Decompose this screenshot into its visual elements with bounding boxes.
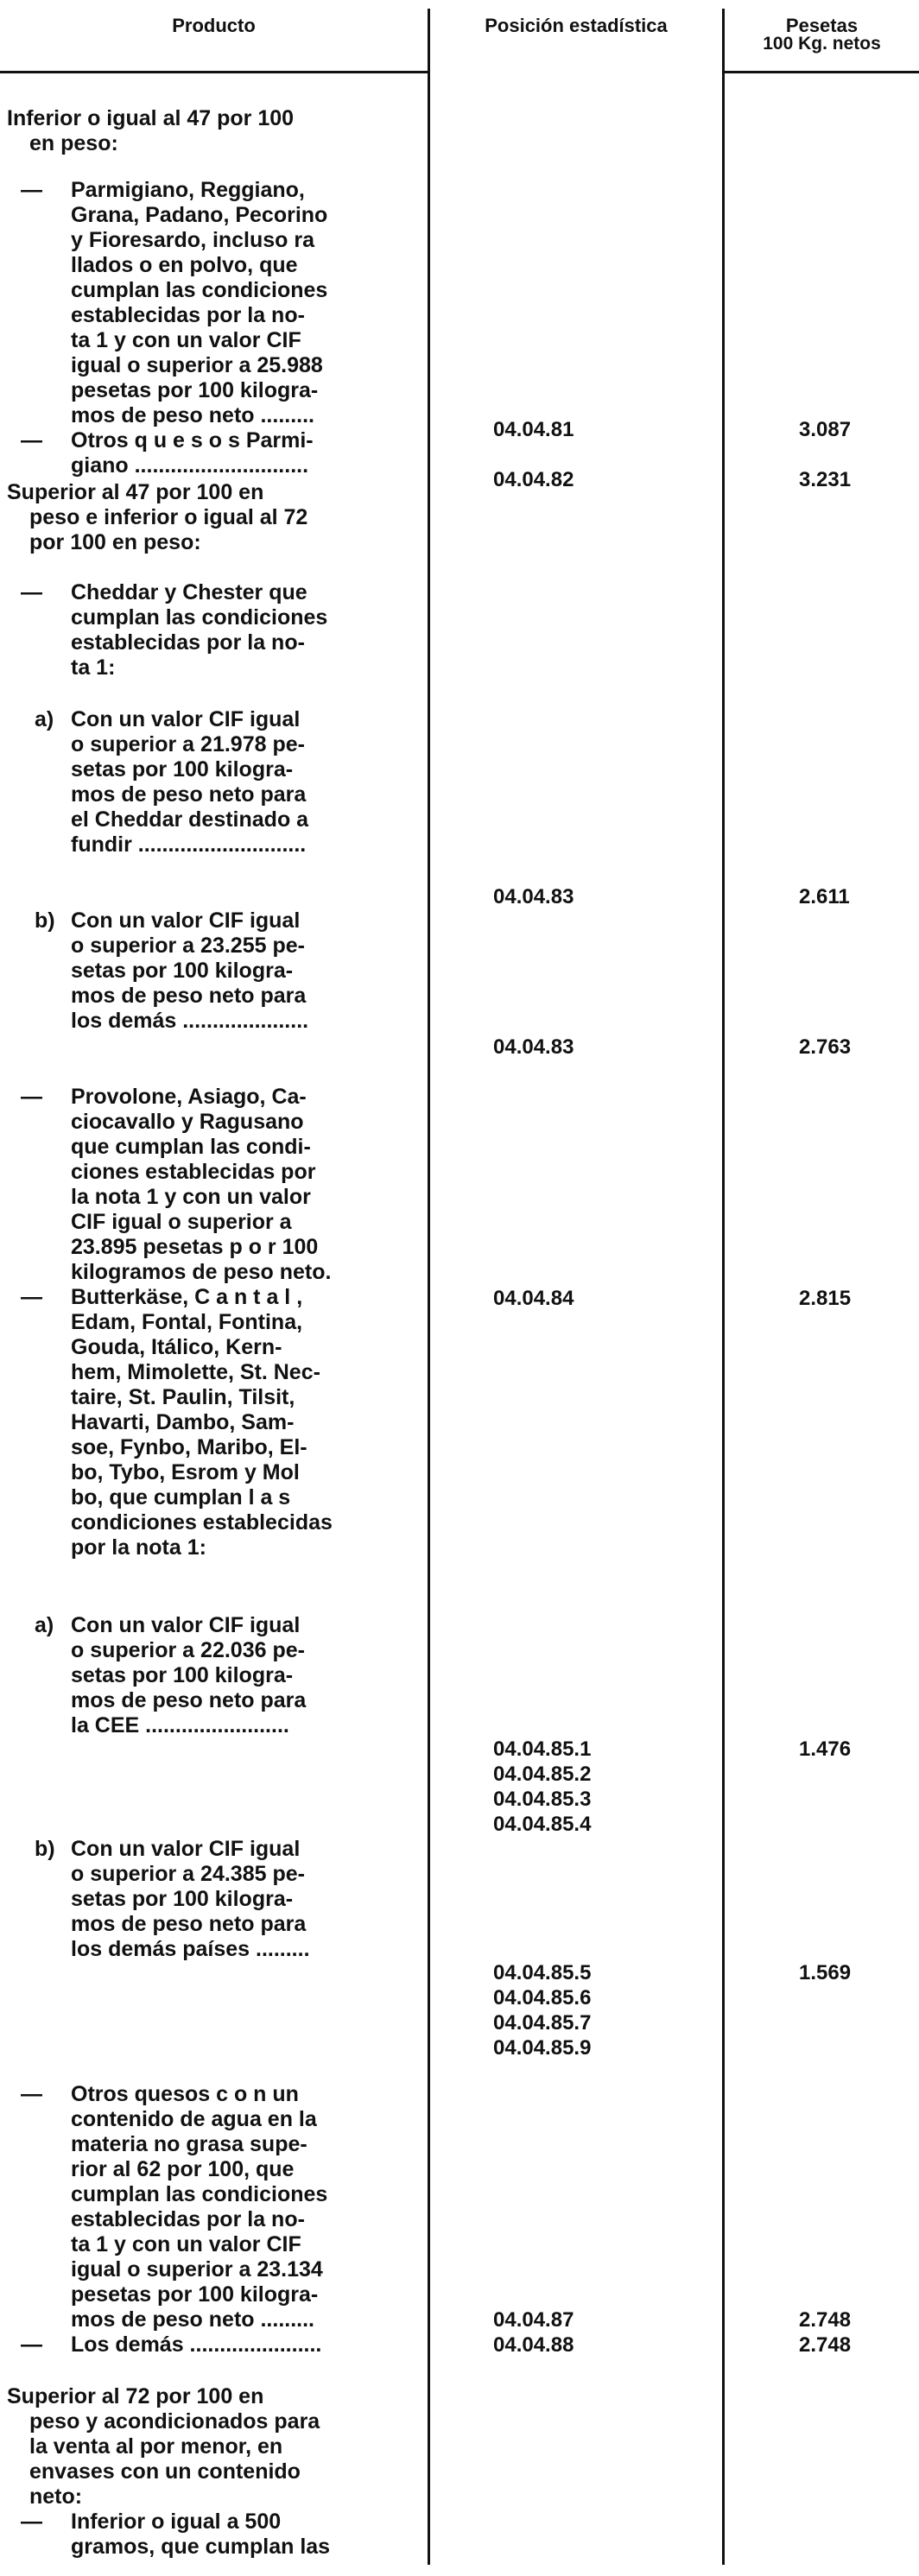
line-text: cumplan las condiciones [71,278,328,302]
text-line [71,2207,305,2232]
header-posicion: Posición estadística [485,15,668,36]
list-item-line [21,1085,307,1110]
text-line [71,278,327,303]
line-text: los demás ..................... [71,1009,309,1033]
text-line [71,732,305,757]
line-text: setas por 100 kilogra- [71,959,294,983]
text-line [71,1535,206,1560]
line-text: Gouda, Itálico, Kern- [71,1335,282,1359]
text-line [71,605,327,630]
text-line [71,1638,305,1663]
line-text: kilogramos de peso neto. [71,1260,332,1284]
line-text: Los demás ...................... [71,2332,322,2357]
line-text: rior al 62 por 100, que [71,2157,295,2181]
dash-bullet: — [21,2082,42,2106]
line-text: o superior a 22.036 pe- [71,1638,305,1662]
line-text: setas por 100 kilogra- [71,757,294,782]
line-text: condiciones establecidas [71,1510,333,1535]
text-line [71,1688,306,1713]
line-text: cumplan las condiciones [71,605,328,630]
line-text: 23.895 pesetas p o r 100 [71,1235,319,1259]
line-text: Parmigiano, Reggiano, [71,178,305,202]
line-text: Inferior o igual a 500 [71,2510,282,2534]
statistical-position: 04.04.83 [493,885,574,908]
statistical-position: 04.04.85.1 [493,1737,592,1761]
text-line [71,934,305,959]
statistical-position: 04.04.85.6 [493,1986,592,2010]
text-line [71,1210,292,1235]
line-text: pesetas por 100 kilogra- [71,2282,319,2307]
pesetas-value: 1.476 [799,1737,852,1761]
statistical-position: 04.04.85.7 [493,2011,592,2035]
list-item-line [21,2082,299,2107]
text-line [7,480,263,505]
column-divider-left [428,9,430,2565]
header-pesetas-unit: 100 Kg. netos [763,34,881,54]
text-line [71,959,293,984]
line-text: la CEE ........................ [71,1713,289,1737]
line-text: hem, Mimolette, St. Nec- [71,1360,320,1384]
text-line [71,908,300,934]
line-text: y Fioresardo, incluso ra [71,228,315,252]
dash-bullet: — [21,178,42,202]
text-line [71,1260,331,1285]
text-line [71,1110,304,1135]
text-line [71,1385,295,1410]
header-producto: Producto [172,15,256,36]
line-text: Cheddar y Chester que [71,580,307,604]
text-line [71,1837,300,1862]
text-line [71,1009,308,1034]
header-rule-left [0,71,428,73]
text-line [71,1160,315,1185]
pesetas-value: 2.748 [799,2333,852,2357]
line-text: Otros quesos c o n un [71,2082,299,2106]
line-text: Havarti, Dambo, Sam- [71,1410,295,1434]
text-line [71,253,298,278]
list-item-line [21,2332,321,2358]
line-text: mos de peso neto ......... [71,403,314,427]
text-line [71,2157,294,2182]
text-line [71,655,115,680]
line-text: la venta al por menor, en [29,2434,283,2459]
text-line [71,1185,311,1210]
text-line [29,530,201,555]
text-line [71,1613,300,1638]
statistical-position: 04.04.85.9 [493,2036,592,2060]
text-line [71,832,306,858]
dash-bullet: — [21,580,42,604]
text-line [29,2434,282,2459]
pesetas-value: 2.815 [799,1287,852,1310]
line-text: Inferior o igual al 47 por 100 [7,106,295,130]
pesetas-value: 2.611 [799,885,850,908]
line-text: establecidas por la no- [71,630,305,655]
line-text: el Cheddar destinado a [71,807,309,832]
line-text: establecidas por la no- [71,2207,305,2231]
line-text: setas por 100 kilogra- [71,1887,294,1911]
pesetas-value: 3.087 [799,418,852,441]
text-line [7,106,294,131]
text-line [29,2409,320,2434]
text-line [29,2484,82,2510]
line-text: o superior a 23.255 pe- [71,934,305,958]
line-text: setas por 100 kilogra- [71,1663,294,1687]
text-line [71,1310,302,1335]
text-line [29,2459,301,2484]
statistical-position: 04.04.85.2 [493,1763,592,1786]
text-line [71,757,293,782]
line-text: Superior al 72 por 100 en [7,2384,264,2408]
statistical-position: 04.04.87 [493,2308,574,2332]
text-line [71,1360,320,1385]
line-text: Edam, Fontal, Fontina, [71,1310,303,1334]
line-text: CIF igual o superior a [71,1210,292,1234]
line-text: los demás países ......... [71,1937,310,1961]
line-text: mos de peso neto para [71,984,307,1008]
text-line [71,1435,307,1460]
line-text: por la nota 1: [71,1535,206,1560]
sub-item-letter: a) [35,1613,54,1637]
sub-item-letter: a) [35,707,54,731]
pesetas-value: 1.569 [799,1961,852,1984]
text-line [71,1663,293,1688]
line-text: materia no grasa supe- [71,2132,307,2156]
line-text: la nota 1 y con un valor [71,1185,311,1209]
text-line [71,1510,333,1535]
line-text: Butterkäse, C a n t a l , [71,1285,303,1309]
text-line [7,2384,263,2409]
list-item-line [21,1285,302,1310]
line-text: bo, que cumplan l a s [71,1485,291,1510]
line-text: Con un valor CIF igual [71,908,301,933]
text-line [71,1937,310,1962]
line-text: giano ............................. [71,453,309,478]
line-text: contenido de agua en la [71,2107,317,2131]
text-line [71,1485,290,1510]
text-line [71,2535,330,2560]
text-line [71,228,314,253]
line-text: en peso: [29,131,118,155]
line-text: envases con un contenido [29,2459,301,2484]
line-text: por 100 en peso: [29,530,201,554]
text-line [29,131,118,156]
text-line [71,1135,311,1160]
line-text: Con un valor CIF igual [71,707,301,731]
sub-item-letter: b) [35,1837,55,1861]
line-text: que cumplan las condi- [71,1135,311,1159]
text-line [71,984,306,1009]
text-line [71,2107,317,2132]
text-line [71,453,308,478]
statistical-position: 04.04.83 [493,1035,574,1059]
line-text: mos de peso neto para [71,1912,307,1936]
statistical-position: 04.04.85.3 [493,1788,592,1811]
text-line [71,2307,314,2332]
text-line [71,2282,318,2307]
text-line [71,353,323,378]
column-divider-right [722,9,725,2565]
line-text: ciocavallo y Ragusano [71,1110,304,1134]
list-item-line [21,2510,281,2535]
line-text: mos de peso neto ......... [71,2307,314,2332]
text-line [71,1335,282,1360]
line-text: pesetas por 100 kilogra- [71,378,319,402]
pesetas-value: 3.231 [799,468,852,491]
text-line [71,203,327,228]
text-line [71,303,305,328]
list-item-line [21,178,305,203]
text-line [71,782,306,807]
text-line [71,2132,307,2157]
line-text: Con un valor CIF igual [71,1613,301,1637]
line-text: peso e inferior o igual al 72 [29,505,308,529]
line-text: gramos, que cumplan las [71,2535,331,2559]
statistical-position: 04.04.84 [493,1287,574,1310]
pesetas-value: 2.763 [799,1035,852,1059]
line-text: Provolone, Asiago, Ca- [71,1085,307,1109]
line-text: Grana, Padano, Pecorino [71,203,328,227]
statistical-position: 04.04.85.5 [493,1961,592,1984]
line-text: mos de peso neto para [71,1688,307,1712]
dash-bullet: — [21,1085,42,1109]
text-line [71,2257,323,2282]
line-text: neto: [29,2484,83,2509]
line-text: o superior a 21.978 pe- [71,732,305,756]
line-text: o superior a 24.385 pe- [71,1862,305,1886]
line-text: fundir ............................ [71,832,307,857]
text-line [71,403,314,428]
text-line [71,807,308,832]
text-line [71,630,305,655]
text-line [71,1912,306,1937]
dash-bullet: — [21,2510,42,2534]
line-text: cumplan las condiciones [71,2182,328,2206]
line-text: ta 1 y con un valor CIF [71,328,301,352]
line-text: bo, Tybo, Esrom y Mol [71,1460,300,1484]
line-text: soe, Fynbo, Maribo, El- [71,1435,307,1459]
line-text: igual o superior a 23.134 [71,2257,323,2282]
text-line [71,2182,327,2207]
line-text: llados o en polvo, que [71,253,298,277]
dash-bullet: — [21,428,42,453]
line-text: Otros q u e s o s Parmi- [71,428,314,453]
list-item-line [21,428,314,453]
line-text: Con un valor CIF igual [71,1837,301,1861]
text-line [71,1887,293,1912]
text-line [71,1410,294,1435]
header-pesetas: Pesetas [785,15,859,36]
text-line [71,1713,289,1738]
statistical-position: 04.04.85.4 [493,1813,592,1836]
statistical-position: 04.04.82 [493,468,574,491]
list-item-line [21,580,307,605]
text-line [71,1235,318,1260]
pesetas-value: 2.748 [799,2308,852,2332]
line-text: peso y acondicionados para [29,2409,320,2434]
text-line [29,505,307,530]
line-text: ta 1: [71,655,116,680]
line-text: igual o superior a 25.988 [71,353,323,377]
text-line [71,1862,305,1887]
text-line [71,2232,301,2257]
dash-bullet: — [21,1285,42,1309]
header-rule-right [724,71,919,73]
dash-bullet: — [21,2332,42,2357]
sub-item-letter: b) [35,908,55,933]
text-line [71,707,300,732]
line-text: ciones establecidas por [71,1160,316,1184]
text-line [71,378,318,403]
line-text: Superior al 47 por 100 en [7,480,264,504]
line-text: taire, St. Paulin, Tilsit, [71,1385,295,1409]
text-line [71,328,301,353]
statistical-position: 04.04.88 [493,2333,574,2357]
text-line [71,1460,300,1485]
line-text: establecidas por la no- [71,303,305,327]
statistical-position: 04.04.81 [493,418,574,441]
line-text: ta 1 y con un valor CIF [71,2232,301,2256]
line-text: mos de peso neto para [71,782,307,807]
